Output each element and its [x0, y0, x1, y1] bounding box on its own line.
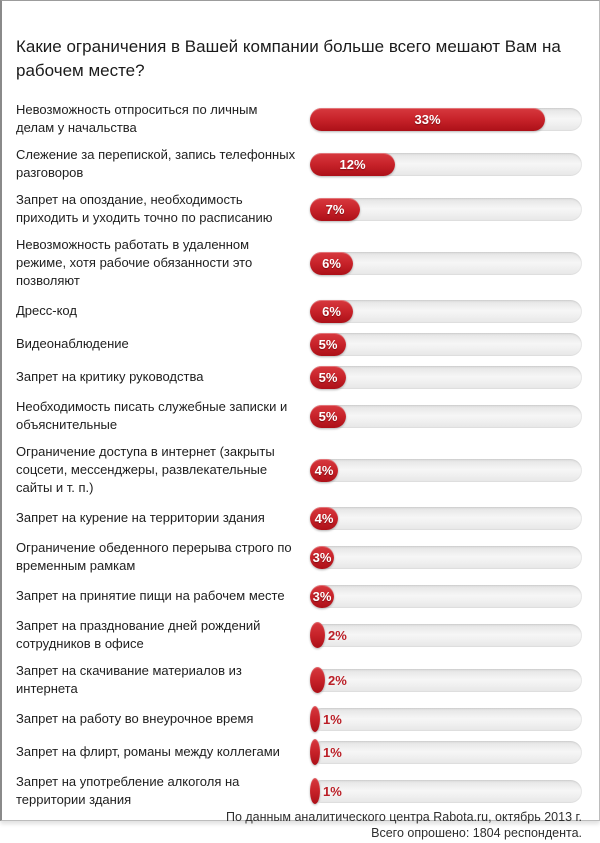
- bar-track: [310, 366, 582, 389]
- bar-track: [310, 546, 582, 569]
- bar-fill: [310, 739, 320, 765]
- bar-fill: [310, 585, 334, 608]
- chart-row: [16, 662, 582, 698]
- chart-row: [16, 191, 582, 227]
- value-label: 6%: [322, 303, 341, 319]
- value-label: 4%: [314, 510, 334, 526]
- chart-row: [16, 146, 582, 182]
- bar-track: [310, 780, 582, 803]
- category-label: Невозможность работать в удаленном режиме, хотя рабочие обязанности это позволяют: [16, 237, 253, 288]
- chart-footer: [16, 809, 582, 843]
- bar-fill: [310, 108, 545, 131]
- bar-track: [310, 669, 582, 692]
- chart-title: Какие ограничения в Вашей компании больше всего мешают Вам на рабочем месте?: [16, 37, 561, 80]
- bar-track: [310, 741, 582, 764]
- value-label: 2%: [328, 672, 347, 688]
- bar-track: [310, 624, 582, 647]
- bar-fill: [310, 706, 320, 732]
- value-label: 6%: [322, 255, 341, 271]
- chart-row: [16, 584, 582, 608]
- bar-track: [310, 252, 582, 275]
- value-label: 5%: [318, 408, 338, 424]
- source-note: По данным аналитического центра Rabota.ru, октябрь 2013 г.: [225, 810, 582, 824]
- category-label: Запрет на празднование дней рождений сотрудников в офисе: [16, 618, 261, 651]
- category-label: Ограничение обеденного перерыва строго по временным рамкам: [16, 540, 292, 573]
- bar-fill: [310, 622, 325, 648]
- category-label: Ограничение доступа в интернет (закрыты соцсети, мессенджеры, развлекательные сайты и т. п.): [16, 444, 275, 495]
- bar-track: [310, 507, 582, 530]
- value-label: 1%: [323, 783, 342, 799]
- bar-fill: [310, 153, 395, 176]
- value-label: 3%: [312, 549, 332, 565]
- bar-track: [310, 708, 582, 731]
- chart-row: [16, 101, 582, 137]
- category-label: Запрет на опоздание, необходимость приходить и уходить точно по расписанию: [16, 192, 273, 225]
- bar-track: [310, 300, 582, 323]
- bar-fill: [310, 366, 346, 389]
- category-label: Запрет на флирт, романы между коллегами: [16, 744, 280, 759]
- bar-track: [310, 153, 582, 176]
- chart-row: [16, 332, 582, 356]
- value-label: 1%: [323, 711, 342, 727]
- bar-fill: [310, 252, 353, 275]
- bar-fill: [310, 546, 334, 569]
- bar-fill: [310, 333, 346, 356]
- bar-track: [310, 405, 582, 428]
- chart-row: [16, 539, 582, 575]
- bar-track: [310, 198, 582, 221]
- chart-row: [16, 299, 582, 323]
- category-label: Дресс-код: [16, 303, 77, 318]
- bar-track: [310, 108, 582, 131]
- category-label: Запрет на курение на территории здания: [16, 510, 265, 525]
- sample-note: Всего опрошено: 1804 респондента.: [371, 826, 582, 840]
- category-label: Запрет на работу во внеурочное время: [16, 711, 254, 726]
- bar-fill: [310, 667, 325, 693]
- chart-row: [16, 443, 582, 497]
- bar-track: [310, 333, 582, 356]
- bar-rows: [16, 101, 582, 809]
- chart-row: [16, 773, 582, 809]
- chart-row: [16, 365, 582, 389]
- chart-row: [16, 506, 582, 530]
- bar-fill: [310, 507, 338, 530]
- value-label: 2%: [328, 627, 347, 643]
- category-label: Запрет на употребление алкоголя на территории здания: [16, 774, 240, 807]
- value-label: 7%: [325, 201, 345, 217]
- chart-row: [16, 617, 582, 653]
- category-label: Видеонаблюдение: [16, 336, 129, 351]
- chart-row: [16, 236, 582, 290]
- category-label: Запрет на принятие пищи на рабочем месте: [16, 588, 285, 603]
- chart-row: [16, 707, 582, 731]
- bar-fill: [310, 300, 353, 323]
- category-label: Запрет на скачивание материалов из интернета: [16, 663, 242, 696]
- value-label: 3%: [312, 588, 332, 604]
- bar-track: [310, 585, 582, 608]
- chart-row: [16, 398, 582, 434]
- category-label: Слежение за перепиской, запись телефонных разговоров: [16, 147, 296, 180]
- value-label: 1%: [323, 744, 342, 760]
- value-label: 4%: [314, 462, 334, 478]
- category-label: Невозможность отпроситься по личным делам у начальства: [16, 102, 258, 135]
- bar-track: [310, 459, 582, 482]
- value-label: 5%: [318, 369, 338, 385]
- value-label: 12%: [339, 156, 366, 172]
- category-label: Запрет на критику руководства: [16, 369, 204, 384]
- category-label: Необходимость писать служебные записки и объяснительные: [16, 399, 288, 432]
- bar-fill: [310, 198, 360, 221]
- bar-fill: [310, 459, 338, 482]
- value-label: 33%: [414, 111, 441, 127]
- bar-fill: [310, 778, 320, 804]
- chart-row: [16, 740, 582, 764]
- bar-fill: [310, 405, 346, 428]
- value-label: 5%: [318, 336, 338, 352]
